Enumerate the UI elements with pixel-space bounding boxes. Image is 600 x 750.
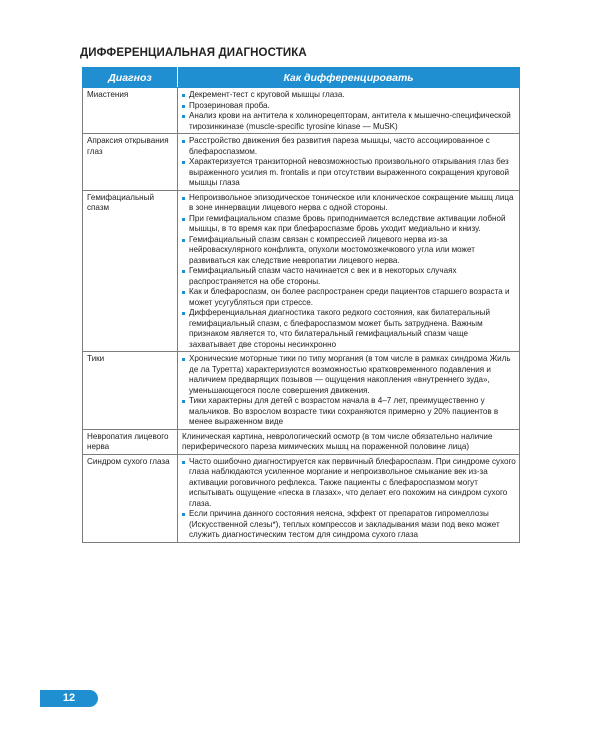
criteria-cell (178, 352, 520, 430)
list-item: Хронические моторные тики по типу моргания (в том числе в рамках синдрома Жиль де ла Туретта) характеризуются возможностью кратковременного подавления и наличием предварящих позывов — ощущения накопления «внутреннего зуда», уменьшающегося после совершения движения. (182, 354, 516, 396)
criteria-cell (178, 190, 520, 352)
list-item: Анализ крови на антитела к холинорецепторам, антитела к мышечно-специфической тирозинкиназе (muscle-specific tyrosine kinase — MuSK) (182, 111, 516, 132)
criteria-text: Клиническая картина, неврологический осмотр (в том числе обязательно наличие периферического пареза мимических мышц на пораженной половине лица) (182, 431, 493, 451)
list-item: Если причина данного состояния неясна, эффект от препаратов гипромеллозы (Искусственной слезы*), теплых компрессов и закладывания мази под веко может служить диагностическим тестом для синдрома сухого глаза (182, 509, 516, 541)
list-item: Характеризуется транзиторной невозможностью произвольного открывания глаз без выраженного усилия m. frontalis и при отсутствии выраженного сокращения круговой мышцы глаза (182, 157, 516, 189)
diagnosis-cell: Гемифациальный спазм (83, 190, 178, 352)
diagnosis-cell: Апраксия открывания глаз (83, 134, 178, 191)
diagnosis-cell: Синдром сухого глаза (83, 454, 178, 542)
criteria-cell (178, 454, 520, 542)
list-item: Декремент-тест с круговой мышцы глаза. (182, 90, 516, 101)
diagnosis-cell: Миастения (83, 88, 178, 134)
list-item: Гемифациальный спазм часто начинается с век и в некоторых случаях распространяется на обе стороны. (182, 266, 516, 287)
list-item: При гемифациальном спазме бровь приподнимается вследствие активации лобной мышцы, в то время как при блефароспазме бровь уходит медиально и книзу. (182, 214, 516, 235)
diagnosis-cell: Невропатия лицевого нерва (83, 429, 178, 454)
list-item: Часто ошибочно диагностируется как первичный блефароспазм. При синдроме сухого глаза наблюдаются усиленное моргание и непроизвольное смыкание век из-за активации роговичного рефлекса. Также пациенты с блефароспазмом могут испытывать ощущение «песка в глазах», что делает его похожим на синдром сухого глаза. (182, 457, 516, 510)
criteria-cell (178, 429, 520, 454)
page-title: ДИФФЕРЕНЦИАЛЬНАЯ ДИАГНОСТИКА (80, 47, 307, 59)
list-item: Как и блефароспазм, он более распространен среди пациентов старшего возраста и может усугубляться при стрессе. (182, 287, 516, 308)
page-number: 12 (40, 690, 98, 707)
table-row (83, 134, 520, 191)
list-item: Гемифациальный спазм связан с компрессией лицевого нерва из-за нейроваскулярного конфликта, опухоли мостомозжечкового угла или может развиваться как следствие невропатии лицевого нерва. (182, 235, 516, 267)
list-item: Дифференциальная диагностика такого редкого состояния, как билатеральный гемифациальный спазм, с блефароспазмом может быть затруднена. Важным признаком является то, что билатеральный гемифациальный спазм чаще захватывает две стороны несинхронно (182, 308, 516, 350)
list-item: Тики характерны для детей с возрастом начала в 4–7 лет, преимущественно у мальчиков. Во взрослом возрасте тики сохраняются примерно у 20% пациентов в менее выраженном виде (182, 396, 516, 428)
list-item: Расстройство движения без развития пареза мышцы, часто ассоциированное с блефароспазмом. (182, 136, 516, 157)
differential-diagnosis-table (82, 67, 520, 543)
table-row (83, 352, 520, 430)
criteria-cell (178, 134, 520, 191)
header-diagnosis: Диагноз (83, 68, 178, 88)
list-item: Прозериновая проба. (182, 101, 516, 112)
table-row (83, 88, 520, 134)
list-item: Непроизвольное эпизодическое тоническое или клоническое сокращение мышц лица в зоне иннервации лицевого нерва с одной стороны. (182, 193, 516, 214)
table-row (83, 190, 520, 352)
table-row (83, 454, 520, 542)
diagnosis-cell: Тики (83, 352, 178, 430)
table-row (83, 429, 520, 454)
criteria-cell (178, 88, 520, 134)
table-header-row (83, 68, 520, 88)
header-how-to-differentiate: Как дифференцировать (178, 68, 520, 88)
